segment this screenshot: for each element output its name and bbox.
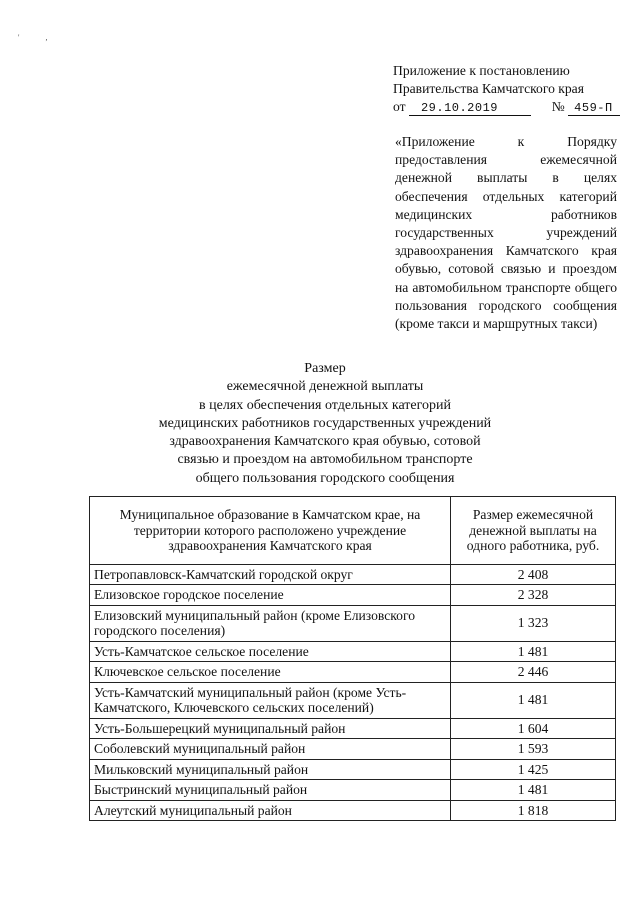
- title-line: здравоохранения Камчатского края обувью, сотовой: [169, 434, 481, 450]
- table-row: [90, 662, 616, 683]
- payment-cell: 1 323: [451, 605, 616, 641]
- table-row: [90, 585, 616, 606]
- appendix-text: «Приложение к Порядку предоставления ежемесячной денежной выплаты в целях обеспечения отдельных категорий медицинских работников государственных учреждений здравоохранения Камчатского края обувью, сотовой связью и проездом на автомобильном транспорте общего пользования городского сообщения (кроме такси и маршрутных такси): [395, 134, 617, 332]
- table-row: [90, 564, 616, 585]
- header-line-2: Правительства Камчатского края: [393, 81, 584, 96]
- payment-cell: 2 328: [451, 585, 616, 606]
- municipality-cell: Усть-Камчатское сельское поселение: [90, 641, 451, 662]
- title-line: в целях обеспечения отдельных категорий: [199, 397, 451, 413]
- municipality-cell: Соболевский муниципальный район: [90, 739, 451, 760]
- municipality-cell: Ключевское сельское поселение: [90, 662, 451, 683]
- resolution-number: 459-П: [568, 101, 620, 116]
- payment-column-header: Размер ежемесячной денежной выплаты на одного работника, руб.: [451, 497, 616, 565]
- table-row: [90, 605, 616, 641]
- title-line: связью и проездом на автомобильном транспорте: [177, 452, 473, 468]
- payment-cell: 1 593: [451, 739, 616, 760]
- scan-marks: ' ,: [18, 33, 60, 42]
- municipality-cell: Мильковский муниципальный район: [90, 759, 451, 780]
- municipality-cell: Алеутский муниципальный район: [90, 800, 451, 821]
- from-label: от: [393, 99, 406, 114]
- municipality-column-header: Муниципальное образование в Камчатском крае, на территории которого расположено учреждение здравоохранения Камчатского края: [90, 497, 451, 565]
- municipality-cell: Елизовское городское поселение: [90, 585, 451, 606]
- table-row: [90, 682, 616, 718]
- payment-cell: 2 446: [451, 662, 616, 683]
- title-line: Размер: [304, 361, 346, 376]
- number-label: №: [551, 99, 565, 114]
- payment-cell: 1 481: [451, 641, 616, 662]
- payment-cell: 1 818: [451, 800, 616, 821]
- payment-cell: 1 481: [451, 682, 616, 718]
- resolution-date: 29.10.2019: [409, 101, 531, 116]
- payment-cell: 1 481: [451, 780, 616, 801]
- title-line: общего пользования городского сообщения: [195, 470, 455, 486]
- table-row: [90, 780, 616, 801]
- municipality-cell: Петропавловск-Камчатский городской округ: [90, 564, 451, 585]
- header-line-1: Приложение к постановлению: [393, 63, 570, 78]
- header-date-number-row: [393, 98, 613, 116]
- payment-cell: 1 604: [451, 718, 616, 739]
- table-row: [90, 759, 616, 780]
- document-title: [80, 360, 570, 488]
- title-line: ежемесячной денежной выплаты: [226, 379, 424, 395]
- resolution-header: [393, 62, 613, 116]
- table-header-row: [90, 497, 616, 565]
- payment-cell: 2 408: [451, 564, 616, 585]
- payment-table: [89, 496, 616, 821]
- payment-cell: 1 425: [451, 759, 616, 780]
- table-row: [90, 641, 616, 662]
- municipality-cell: Усть-Камчатский муниципальный район (кроме Усть-Камчатского, Ключевского сельских поселений): [90, 682, 451, 718]
- table-row: [90, 739, 616, 760]
- table-row: [90, 718, 616, 739]
- municipality-cell: Усть-Большерецкий муниципальный район: [90, 718, 451, 739]
- municipality-cell: Елизовский муниципальный район (кроме Елизовского городского поселения): [90, 605, 451, 641]
- municipality-cell: Быстринский муниципальный район: [90, 780, 451, 801]
- title-line: медицинских работников государственных учреждений: [158, 415, 492, 431]
- table-row: [90, 800, 616, 821]
